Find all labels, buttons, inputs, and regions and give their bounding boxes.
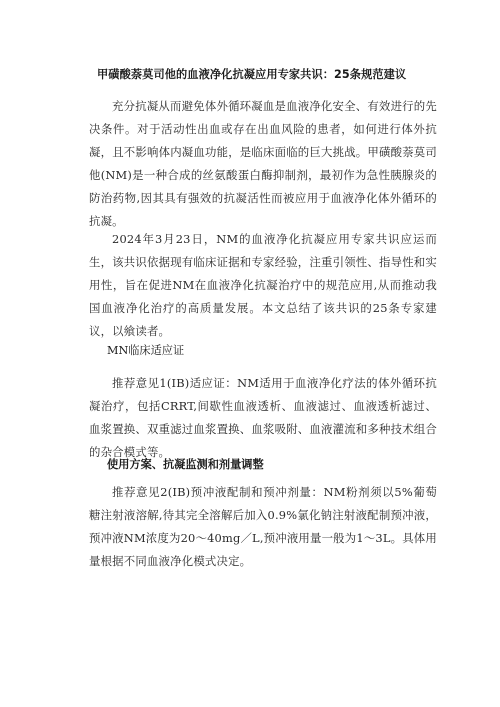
intro-paragraph-2: 2024年3月23日，NM的血液净化抗凝应用专家共识应运而生，该共识依据现有临床证据和专家经验，注重引领性、指导性和实用性，旨在促进NM在血液净化抗凝治疗中的规范应用,从而推动我国血液净化治疗的高质量发展。本文总结了该共识的25条专家建议，以飨读者。 bbox=[89, 232, 437, 338]
recommendation-2-paragraph: 推荐意见2(IB)预冲液配制和预冲剂量：NM粉剂须以5%葡萄糖注射液溶解,待其完全溶解后加入0.9%氯化钠注射液配制预冲液，预冲液NM浓度为20～40mg／L,预冲液用量一般为1～3L。具体用量根据不同血液净化模式决定。 bbox=[89, 485, 437, 568]
recommendation-1-paragraph: 推荐意见1(IB)适应证：NM适用于血液净化疗法的体外循环抗凝治疗，包括CRRT,间歇性血液透析、血液滤过、血液透析滤过、血浆置换、双重滤过血浆置换、血浆吸附、血液灌流和多种技术组合的杂合模式等。 bbox=[89, 376, 437, 459]
section-heading-indications: MN临床适应证 bbox=[107, 344, 185, 357]
document-title: 甲磺酸萘莫司他的血液净化抗凝应用专家共识：25条规范建议 bbox=[97, 68, 407, 81]
intro-paragraph-1: 充分抗凝从而避免体外循环凝血是血液净化安全、有效进行的先决条件。对于活动性出血或存在出血风险的患者，如何进行体外抗凝，且不影响体内凝血功能，是临床面临的巨大挑战。甲磺酸萘莫司他(NM)是一种合成的丝氨酸蛋白酶抑制剂，最初作为急性胰腺炎的防治药物,因其具有强效的抗凝活性而被应用于血液净化体外循环的抗凝。 bbox=[89, 99, 437, 228]
section-heading-usage: 使用方案、抗凝监测和剂量调整 bbox=[107, 458, 264, 471]
